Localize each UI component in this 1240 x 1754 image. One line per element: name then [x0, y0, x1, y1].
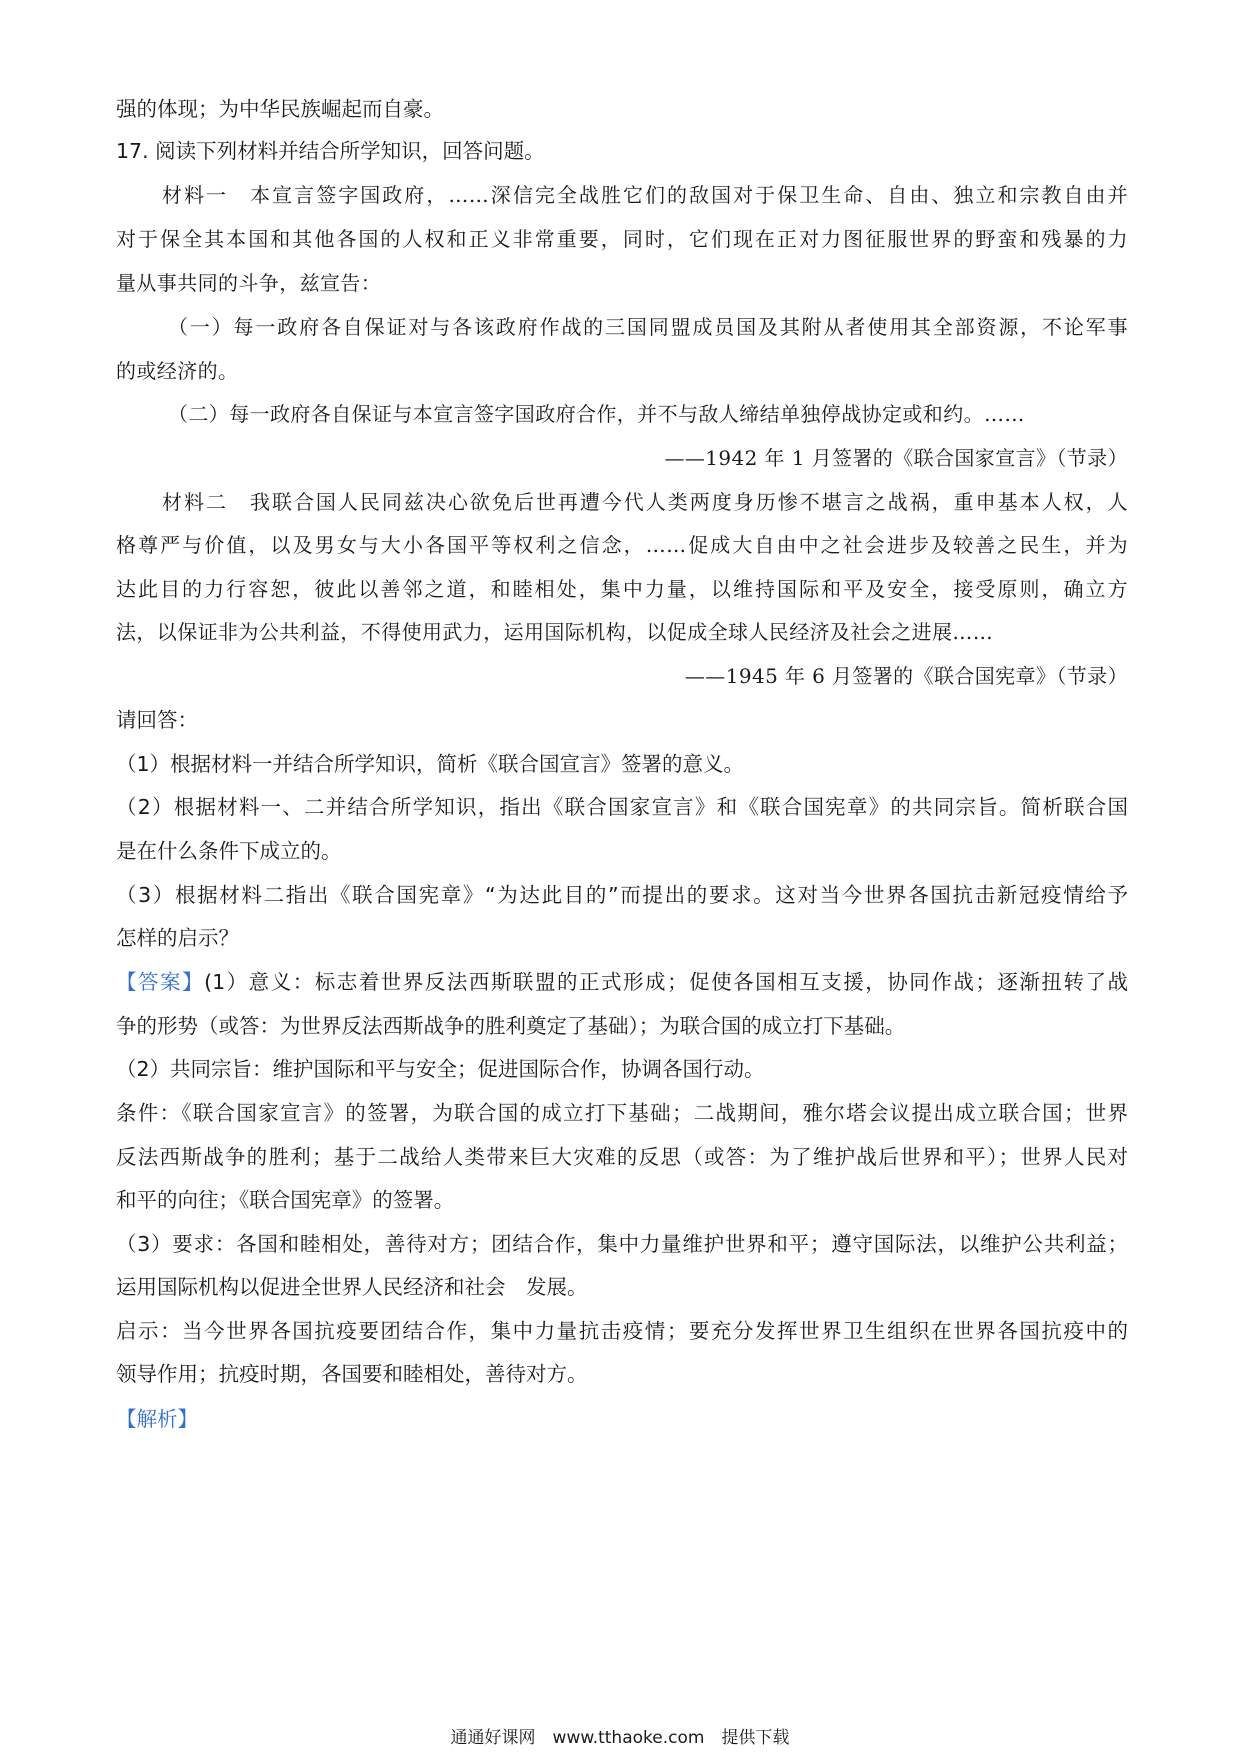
answer-line: （2）共同宗旨：维护国际和平与安全；促进国际合作，协调各国行动。: [116, 1057, 765, 1081]
answer-line: 反法西斯战争的胜利；基于二战给人类带来巨大灾难的反思（或答：为了维护战后世界和平）；世界人民对: [116, 1145, 1128, 1169]
material-two-line: 达此目的力行容恕，彼此以善邻之道，和睦相处，集中力量，以维持国际和平及安全，接受原则，确立方: [116, 577, 1128, 601]
material-one-line: 对于保全其本国和其他各国的人权和正义非常重要，同时，它们现在正对力图征服世界的野蛮和残暴的力: [116, 227, 1128, 251]
material-one-line: 的或经济的。: [116, 359, 239, 383]
material-one-source: ——1942 年 1 月签署的《联合国家宣言》（节录）: [664, 446, 1128, 470]
answer-tag: 【答案】: [116, 970, 205, 994]
sub-question: （1）根据材料一并结合所学知识，简析《联合国宣言》签署的意义。: [116, 752, 745, 776]
answer-line: （3）要求：各国和睦相处，善待对方；团结合作，集中力量维护世界和平；遵守国际法，以维护公共利益；: [116, 1232, 1128, 1256]
material-two-line: 法，以保证非为公共利益，不得使用武力，运用国际机构，以促成全球人民经济及社会之进展……: [116, 620, 994, 644]
sub-question: （2）根据材料一、二并结合所学知识，指出《联合国家宣言》和《联合国宪章》的共同宗旨。简析联合国: [116, 795, 1128, 819]
answer-line: 争的形势（或答：为世界反法西斯战争的胜利奠定了基础）；为联合国的成立打下基础。: [116, 1014, 906, 1038]
sub-question: 怎样的启示？: [116, 926, 239, 950]
analysis-line: [116, 1404, 1128, 1434]
analysis-tag: 【解析】: [116, 1407, 198, 1431]
page-footer: 通通好课网 www.tthaoke.com 提供下载: [450, 1728, 790, 1748]
sub-question: 是在什么条件下成立的。: [116, 839, 342, 863]
material-one-line: （一）每一政府各自保证对与各该政府作战的三国同盟成员国及其附从者使用其全部资源，不论军事: [168, 315, 1128, 339]
material-two-line: 材料二 我联合国人民同兹决心欲免后世再遭今代人类两度身历惨不堪言之战祸，重申基本人权，人: [162, 490, 1128, 514]
sub-question: （3）根据材料二指出《联合国宪章》“为达此目的”而提出的要求。这对当今世界各国抗击新冠疫情给予: [116, 883, 1128, 907]
text-line: 强的体现；为中华民族崛起而自豪。: [116, 97, 444, 121]
question-title: 17. 阅读下列材料并结合所学知识，回答问题。: [116, 139, 545, 163]
answer-line: 启示：当今世界各国抗疫要团结合作，集中力量抗击疫情；要充分发挥世界卫生组织在世界各国抗疫中的: [116, 1319, 1128, 1343]
answer-line: 运用国际机构以促进全世界人民经济和社会 发展。: [116, 1275, 588, 1299]
prompt-label: 请回答：: [116, 708, 198, 732]
material-one-line: 材料一 本宣言签字国政府，……深信完全战胜它们的敌国对于保卫生命、自由、独立和宗教自由并: [162, 183, 1128, 207]
answer-line: [116, 967, 1128, 997]
material-two-source: ——1945 年 6 月签署的《联合国宪章》（节录）: [684, 664, 1128, 688]
answer-line: 和平的向往；《联合国宪章》的签署。: [116, 1188, 455, 1212]
answer-line: 条件：《联合国家宣言》的签署，为联合国的成立打下基础；二战期间，雅尔塔会议提出成立联合国；世界: [116, 1101, 1128, 1125]
material-one-line: （二）每一政府各自保证与本宣言签字国政府合作，并不与敌人缔结单独停战协定或和约。……: [168, 402, 1025, 426]
material-two-line: 格尊严与价值，以及男女与大小各国平等权利之信念，……促成大自由中之社会进步及较善之民生，并为: [116, 533, 1128, 557]
material-one-line: 量从事共同的斗争，兹宣告：: [116, 271, 382, 295]
answer-text: (1）意义：标志着世界反法西斯联盟的正式形成；促使各国相互支援，协同作战；逐渐扭转了战: [204, 970, 1128, 994]
answer-line: 领导作用；抗疫时期，各国要和睦相处，善待对方。: [116, 1362, 588, 1386]
